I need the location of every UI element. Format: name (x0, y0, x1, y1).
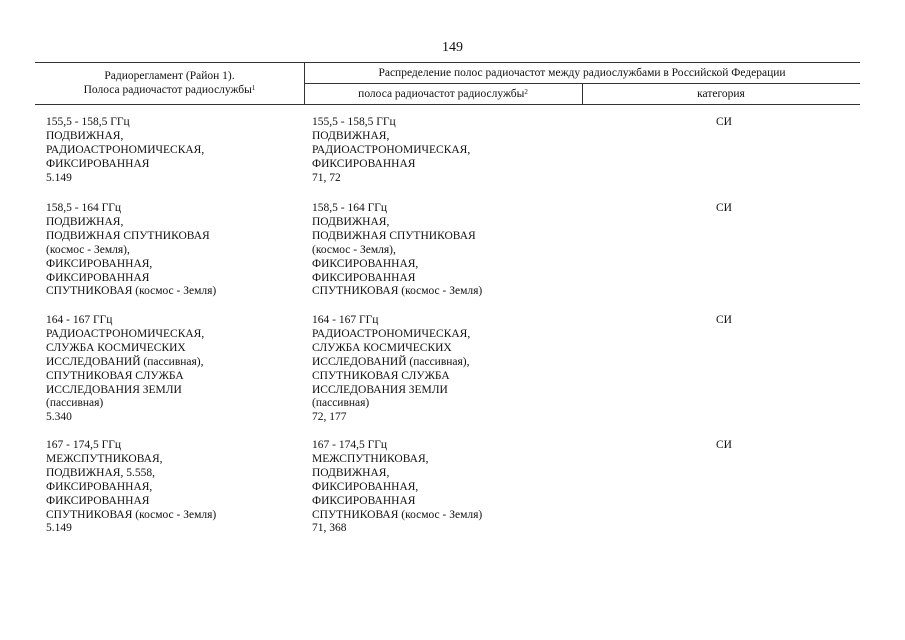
row-1-rf-cell: 155,5 - 158,5 ГГц ПОДВИЖНАЯ, РАДИОАСТРОНОМИЧЕСКАЯ, ФИКСИРОВАННАЯ 71, 72 (312, 116, 471, 184)
row-1-itu-cell: 155,5 - 158,5 ГГц ПОДВИЖНАЯ, РАДИОАСТРОНОМИЧЕСКАЯ, ФИКСИРОВАННАЯ 5.149 (46, 116, 205, 184)
page-number: 149 (442, 40, 463, 55)
row-4-itu-cell: 167 - 174,5 ГГц МЕЖСПУТНИКОВАЯ, ПОДВИЖНАЯ, 5.558, ФИКСИРОВАННАЯ, ФИКСИРОВАННАЯ СПУТНИКОВАЯ (космос - Земля) 5.149 (46, 439, 217, 535)
row-2-category: СИ (716, 202, 732, 214)
header-subcol-category: категория (697, 88, 745, 100)
header-bottom-rule (35, 104, 860, 105)
header-subcol-band: полоса радиочастот радиослужбы$^2$ (358, 88, 528, 100)
header-left-line1: Радиорегламент (Район 1). (104, 70, 235, 82)
header-right-top: Распределение полос радиочастот между радиослужбами в Российской Федерации (378, 67, 786, 79)
row-4-category: СИ (716, 439, 732, 451)
row-1-category: СИ (716, 116, 732, 128)
footnote-mark-2: 2 (524, 88, 528, 96)
row-4-rf-cell: 167 - 174,5 ГГц МЕЖСПУТНИКОВАЯ, ПОДВИЖНАЯ, ФИКСИРОВАННАЯ, ФИКСИРОВАННАЯ СПУТНИКОВАЯ (космос - Земля) 71, 368 (312, 439, 483, 535)
table-top-rule (35, 62, 860, 63)
header-left-line2: Полоса радиочастот радиослужбы$^1$ (83, 84, 256, 96)
row-2-rf-cell: 158,5 - 164 ГГц ПОДВИЖНАЯ, ПОДВИЖНАЯ СПУТНИКОВАЯ (космос - Земля), ФИКСИРОВАННАЯ, ФИКСИРОВАННАЯ СПУТНИКОВАЯ (космос - Земля) (312, 202, 483, 298)
header-left (35, 69, 304, 97)
row-3-itu-cell: 164 - 167 ГГц РАДИОАСТРОНОМИЧЕСКАЯ, СЛУЖБА КОСМИЧЕСКИХ ИССЛЕДОВАНИЙ (пассивная), СПУТНИКОВАЯ СЛУЖБА ИССЛЕДОВАНИЯ ЗЕМЛИ (пассивная) 5.340 (46, 314, 205, 424)
footnote-mark-1: 1 (251, 84, 256, 92)
row-3-rf-cell: 164 - 167 ГГц РАДИОАСТРОНОМИЧЕСКАЯ, СЛУЖБА КОСМИЧЕСКИХ ИССЛЕДОВАНИЙ (пассивная), СПУТНИКОВАЯ СЛУЖБА ИССЛЕДОВАНИЯ ЗЕМЛИ (пассивная) 72, 177 (312, 314, 471, 424)
row-3-category: СИ (716, 314, 732, 326)
row-2-itu-cell: 158,5 - 164 ГГц ПОДВИЖНАЯ, ПОДВИЖНАЯ СПУТНИКОВАЯ (космос - Земля), ФИКСИРОВАННАЯ, ФИКСИРОВАННАЯ СПУТНИКОВАЯ (космос - Земля) (46, 202, 217, 298)
